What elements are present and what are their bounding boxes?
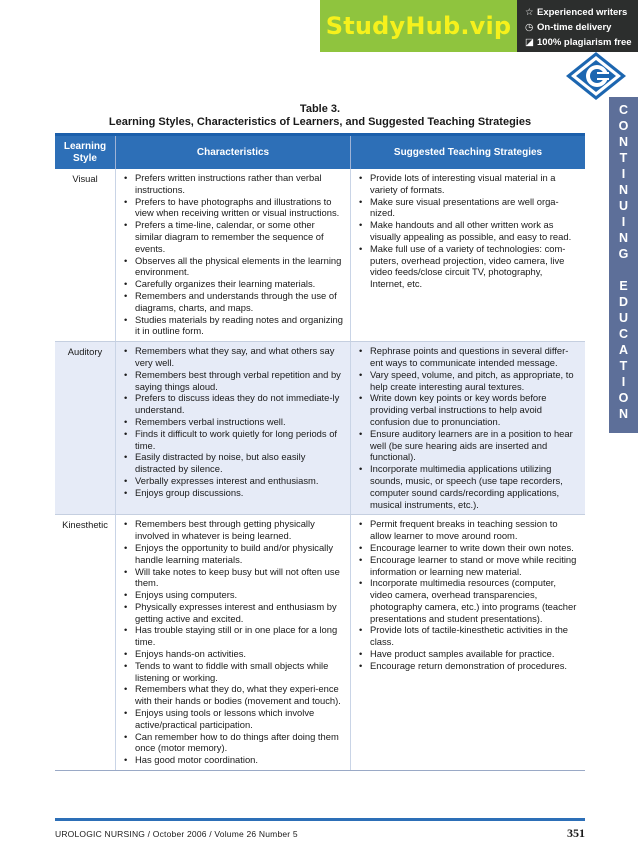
tab-letter: U [618,311,629,325]
table-row-auditory [55,341,585,514]
tab-letter: T [619,359,628,373]
list-item: • Write down key points or key words before providing verbal instructions to help avoid confusion due to pronunciation. [355,392,579,427]
tab-letter: N [618,135,629,149]
learning-styles-table [55,133,585,771]
tab-letter: D [618,295,629,309]
studyhub-banner[interactable] [320,0,638,52]
list-item: • Physically expresses interest and enthusiasm by getting active and excited. [120,601,344,625]
list-item: • Easily distracted by noise, but also easily distracted by silence. [120,451,344,475]
table-row-visual [55,169,585,341]
style-cell: Kinesthetic [62,519,108,531]
list-item: • Enjoys using tools or lessons which involve active/practical participation. [120,707,344,731]
list-item: • Remembers best through getting physically involved in whatever is being learned. [120,518,344,542]
list-item: • Prefers to discuss ideas they do not immediate-ly understand. [120,392,344,416]
list-item: • Enjoys hands-on activities. [120,648,344,660]
list-item: • Verbally expresses interest and enthusiasm. [120,475,344,487]
list-item: • Studies materials by reading notes and organizing it in outline form. [120,314,344,338]
tab-letter: G [618,247,629,261]
tab-letter: E [619,279,628,293]
tab-letter: I [621,375,626,389]
feature-label: On-time delivery [537,22,612,33]
characteristics-cell [115,342,350,514]
strategies-cell [350,342,585,514]
list-item: • Enjoys group discussions. [120,487,344,499]
continuing-education-tab [609,97,638,433]
list-item: • Incorporate multimedia resources (computer, video camera, overhead transparencies, photography camera, etc.) into programs (teacher presentations and student presentations). [355,577,579,624]
tab-letter: I [621,167,626,181]
style-cell: Visual [72,173,98,184]
footer-citation: UROLOGIC NURSING / October 2006 / Volume 26 Number 5 [55,829,298,839]
characteristics-cell [115,515,350,770]
list-item: • Has good motor coordination. [120,754,344,766]
list-item: • Remembers what they say, and what others say very well. [120,345,344,369]
list-item: • Remembers best through verbal repetition and by saying things aloud. [120,369,344,393]
page-number: 351 [567,826,585,840]
list-item: • Permit frequent breaks in teaching session to allow learner to move around room. [355,518,579,542]
feature-item [525,35,632,50]
brand-name[interactable]: StudyHub.vip [325,12,512,40]
list-item: • Prefers a time-line, calendar, or some other similar diagram to remember the sequence of events. [120,219,344,254]
list-item: • Provide lots of tactile-kinesthetic activities in the class. [355,624,579,648]
tab-letter: O [618,391,629,405]
table-title: Learning Styles, Characteristics of Learners, and Suggested Teaching Strategies [108,116,532,128]
header-strategies: Suggested Teaching Strategies [350,136,585,169]
list-item: • Prefers written instructions rather than verbal instructions. [120,172,344,196]
list-item: • Can remember how to do things after doing them once (motor memory). [120,731,344,755]
list-item: • Have product samples available for practice. [355,648,579,660]
brand-block[interactable] [320,0,517,52]
footer-rule [55,818,585,821]
table-header [55,133,585,169]
list-item: • Provide lots of interesting visual material in a variety of formats. [355,172,579,196]
style-cell: Auditory [67,346,103,358]
list-item: • Rephrase points and questions in several differ-ent ways to communicate intended message. [355,345,579,369]
table-row-kinesthetic [55,514,585,770]
header-characteristics: Characteristics [115,136,350,169]
list-item: • Ensure auditory learners are in a position to hear well (be sure hearing aids are inserted and functional). [355,428,579,463]
feature-label: 100% plagiarism free [537,37,632,48]
list-item: • Remembers and understands through the use of diagrams, charts, and maps. [120,290,344,314]
tab-letter: A [618,343,629,357]
list-item: • Remembers verbal instructions well. [120,416,344,428]
tab-letter: N [618,407,629,421]
table-bottom-rule [55,770,585,771]
list-item: • Make sure visual presentations are well orga-nized. [355,196,579,220]
tab-letter: N [618,183,629,197]
tab-letter: N [618,231,629,245]
feature-label: Experienced writers [537,7,628,18]
list-item: • Carefully organizes their learning materials. [120,278,344,290]
list-item: • Encourage learner to stand or move while reciting information or learning new material. [355,554,579,578]
list-item: • Will take notes to keep busy but will not often use them. [120,566,344,590]
tab-letter: T [619,151,628,165]
list-item: • Finds it difficult to work quietly for long periods of time. [120,428,344,452]
list-item: • Make full use of a variety of technologies: com-puters, overhead projection, video camera, live video feeds/close circuit TV, photography, Internet, etc. [355,243,579,290]
star-icon: ☆ [525,7,534,18]
list-item: • Encourage learner to write down their own notes. [355,542,579,554]
list-item: • Vary speed, volume, and pitch, as appropriate, to help create interesting aural textures. [355,369,579,393]
list-item: • Incorporate multimedia applications utilizing sounds, music, or speech (use tape recorders, computer sound cards/recording applications, musical instruments, etc.). [355,463,579,510]
tab-letter: U [618,199,629,213]
list-item: • Make handouts and all other written work as visually appealing as possible, and easy to read. [355,219,579,243]
tab-letter: I [621,215,626,229]
list-item: • Enjoys the opportunity to build and/or physically handle learning materials. [120,542,344,566]
feature-item [525,5,632,20]
header-learning-style: Learning Style [63,140,107,164]
characteristics-cell [115,169,350,341]
list-item: • Observes all the physical elements in the learning environment. [120,255,344,279]
strategies-cell [350,515,585,770]
tab-letter: O [618,119,629,133]
feature-item [525,20,632,35]
clock-icon: ◷ [525,22,534,33]
list-item: • Encourage return demonstration of procedures. [355,660,579,672]
list-item: • Tends to want to fiddle with small objects while listening or working. [120,660,344,684]
list-item: • Prefers to have photographs and illustrations to view when receiving written or visual instructions. [120,196,344,220]
list-item: • Enjoys using computers. [120,589,344,601]
shield-icon: ◪ [525,37,534,48]
list-item: • Remembers what they do, what they experi-ence with their hands or bodies (movement and touch). [120,683,344,707]
list-item: • Has trouble staying still or in one place for a long time. [120,624,344,648]
strategies-cell [350,169,585,341]
tab-letter: C [618,103,629,117]
feature-list [517,0,638,52]
table-number: Table 3. [299,103,341,115]
tab-letter: C [618,327,629,341]
